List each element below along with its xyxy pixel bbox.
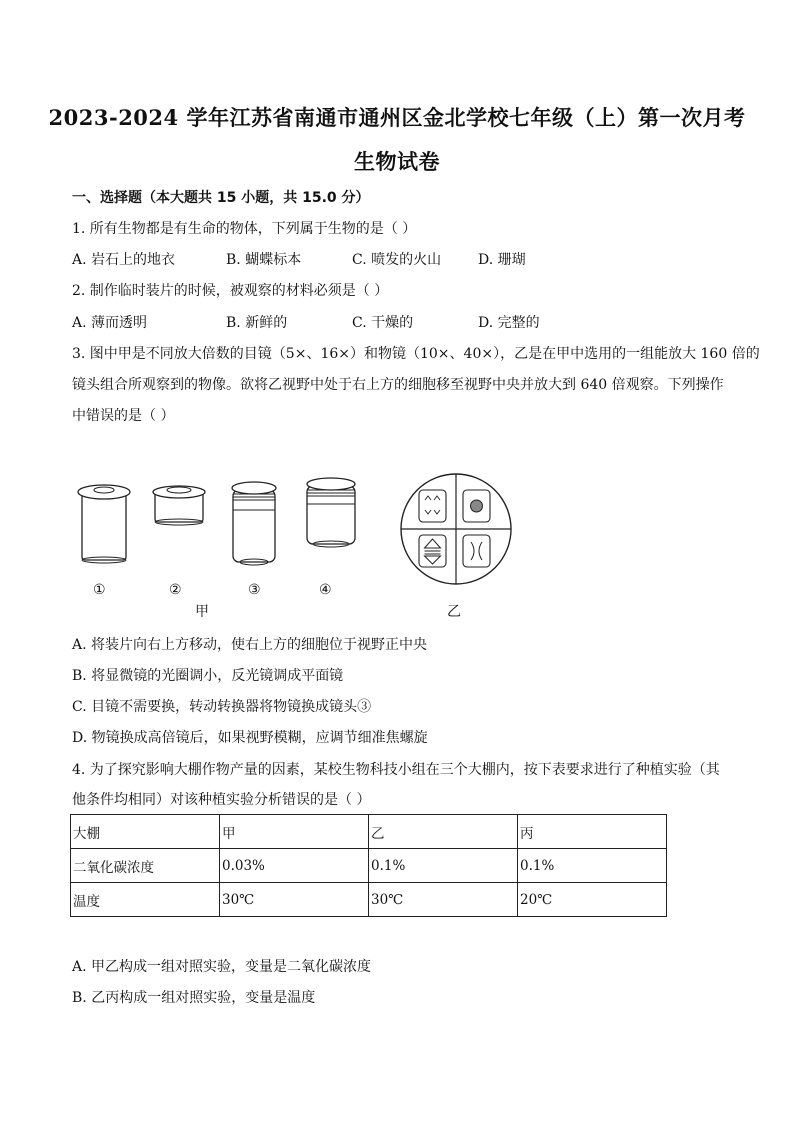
table-cell: 乙 (369, 815, 518, 849)
q1-option-c: C. 喷发的火山 (352, 252, 442, 268)
figure-lenses (70, 470, 370, 570)
figure-caption-yi: 乙 (447, 604, 461, 620)
figure-field-of-view (399, 472, 513, 586)
lens-label-4: ④ (319, 582, 332, 598)
cell-lower-left-icon (419, 535, 446, 567)
section-heading: 一、选择题（本大题共 15 小题，共 15.0 分） (72, 190, 370, 206)
table-cell: 0.03% (220, 849, 369, 883)
q2-option-d: D. 完整的 (478, 315, 540, 331)
table-row (71, 849, 667, 883)
lens-4-icon (307, 478, 355, 547)
exam-title-line2: 生物试卷 (354, 149, 440, 174)
lens-2-icon (153, 486, 205, 525)
exam-title-line1: 2023-2024 学年江苏省南通市通州区金北学校七年级（上）第一次月考 (48, 105, 746, 130)
q4-option-a: A. 甲乙构成一组对照实验，变量是二氧化碳浓度 (72, 959, 372, 975)
q3-option-d: D. 物镜换成高倍镜后，如果视野模糊，应调节细准焦螺旋 (72, 730, 428, 746)
table-cell: 二氧化碳浓度 (71, 849, 220, 883)
lens-3-icon (232, 482, 276, 565)
q3-option-a: A. 将装片向右上方移动，使右上方的细胞位于视野正中央 (72, 637, 428, 653)
q1-option-a: A. 岩石上的地衣 (72, 252, 176, 268)
q3-stem-line3: 中错误的是（ ） (72, 408, 175, 424)
cell-lower-right-icon (463, 535, 490, 567)
cell-upper-left-icon (419, 490, 446, 522)
table-cell: 甲 (220, 815, 369, 849)
q2-option-a: A. 薄而透明 (72, 315, 148, 331)
lens-label-1: ① (93, 582, 106, 598)
q1-option-b: B. 蝴蝶标本 (226, 252, 302, 268)
table-cell: 30℃ (369, 883, 518, 917)
q4-option-b: B. 乙丙构成一组对照实验，变量是温度 (72, 990, 316, 1006)
q3-stem-line1: 3. 图中甲是不同放大倍数的目镜（5×、16×）和物镜（10×、40×），乙是在甲中选用的一组能放大 160 倍的 (72, 346, 760, 362)
table-row (71, 883, 667, 917)
table-cell: 20℃ (518, 883, 667, 917)
table-row (71, 815, 667, 849)
q2-option-c: C. 干燥的 (352, 315, 414, 331)
q3-stem-line2: 镜头组合所观察到的物像。欲将乙视野中处于右上方的细胞移至视野中央并放大到 640 倍观察。下列操作 (72, 377, 724, 393)
lens-label-2: ② (169, 582, 182, 598)
q4-stem-line2: 他条件均相同）对该种植实验分析错误的是（ ） (72, 792, 371, 808)
figure-caption-jia: 甲 (195, 604, 209, 620)
cell-upper-right-icon (463, 490, 490, 522)
lens-1-icon (78, 485, 130, 563)
q1-option-d: D. 珊瑚 (478, 252, 526, 268)
table-cell: 0.1% (369, 849, 518, 883)
q2-option-b: B. 新鲜的 (226, 315, 288, 331)
table-cell: 30℃ (220, 883, 369, 917)
q1-stem: 1. 所有生物都是有生命的物体，下列属于生物的是（ ） (72, 221, 417, 237)
table-cell: 大棚 (71, 815, 220, 849)
table-cell: 温度 (71, 883, 220, 917)
q3-option-c: C. 目镜不需要换，转动转换器将物镜换成镜头③ (72, 699, 372, 715)
q4-data-table (70, 814, 667, 917)
table-cell: 0.1% (518, 849, 667, 883)
q4-stem-line1: 4. 为了探究影响大棚作物产量的因素，某校生物科技小组在三个大棚内，按下表要求进行了种植实验（其 (72, 762, 720, 778)
q3-option-b: B. 将显微镜的光圈调小，反光镜调成平面镜 (72, 668, 344, 684)
lens-label-3: ③ (248, 582, 261, 598)
table-cell: 丙 (518, 815, 667, 849)
q2-stem: 2. 制作临时装片的时候，被观察的材料必须是（ ） (72, 283, 389, 299)
